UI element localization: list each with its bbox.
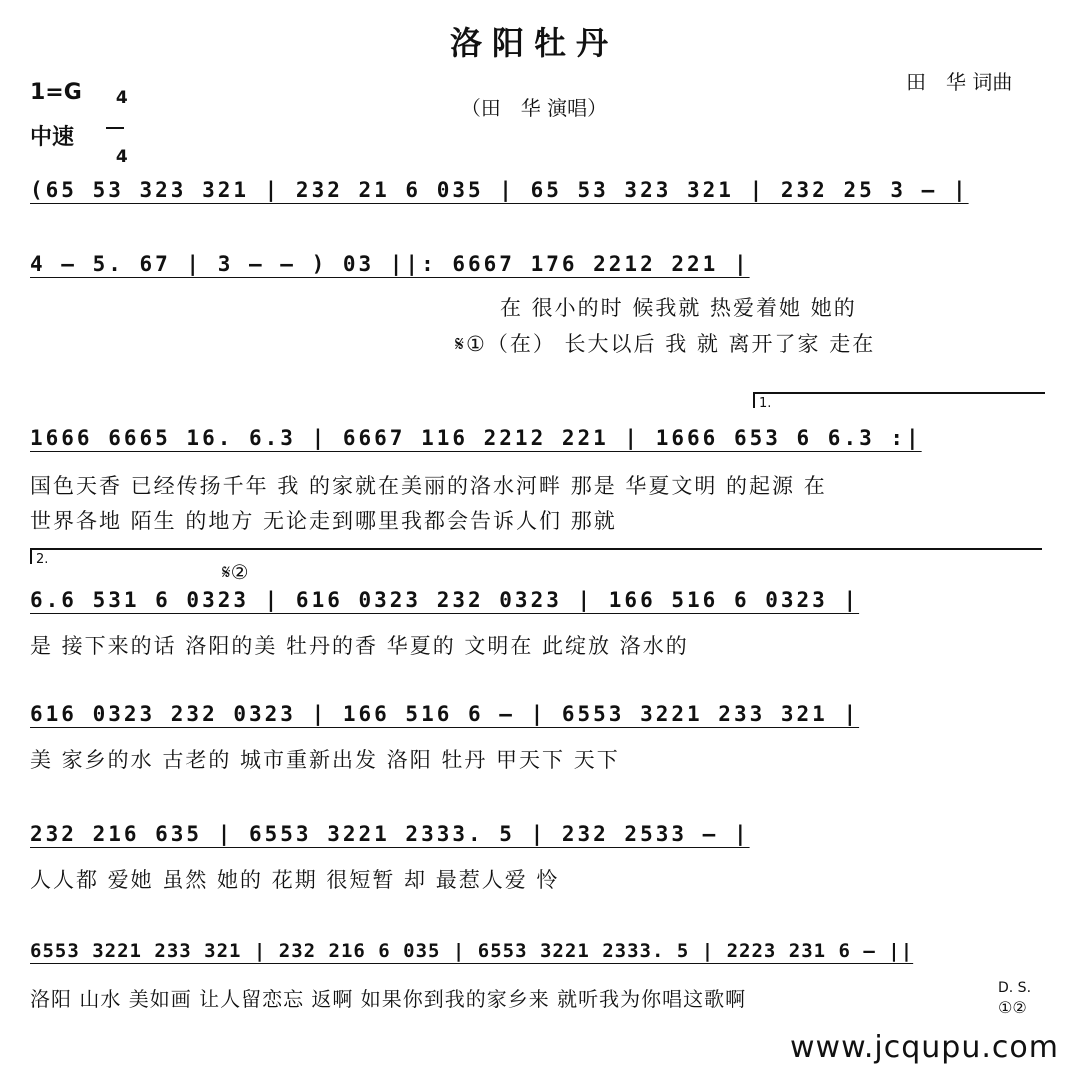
lyric-line-4: 是 接下来的话 洛阳的美 牡丹的香 华夏的 文明在 此绽放 洛水的 — [30, 634, 689, 658]
time-signature-bar — [106, 127, 124, 129]
lyric-line-2-verse-1: 在 很小的时 候我就 热爱着她 她的 — [500, 296, 857, 320]
notation-line-2: 4 – 5. 67 | 3 – – ) 03 ||: 6667 176 2212 221 | — [30, 252, 750, 276]
key-signature: 1=G — [30, 80, 82, 105]
notation-line-1: (65 53 323 321 | 232 21 6 035 | 65 53 323 321 | 232 25 3 – | — [30, 178, 969, 202]
lyric-line-3-verse-2: 世界各地 陌生 的地方 无论走到哪里我都会告诉人们 那就 — [30, 509, 617, 533]
notation-line-7: 6553 3221 233 321 | 232 216 6 035 | 6553 3221 2333. 5 | 2223 231 6 – || — [30, 940, 914, 962]
time-denominator: 4 — [115, 147, 128, 167]
lyric-line-2-verse-2: 𝄋①（在） 长大以后 我 就 离开了家 走在 — [455, 332, 876, 356]
lyric-line-6: 人人都 爱她 虽然 她的 花期 很短暂 却 最惹人爱 怜 — [30, 868, 560, 892]
time-numerator: 4 — [115, 88, 128, 108]
notation-line-3: 1666 6665 16. 6.3 | 6667 116 2212 221 | 1666 653 6 6.3 :| — [30, 426, 922, 450]
tempo-marking: 中速 — [30, 125, 75, 150]
lyric-line-5: 美 家乡的水 古老的 城市重新出发 洛阳 牡丹 甲天下 天下 — [30, 748, 620, 772]
notation-line-4: 6.6 531 6 0323 | 616 0323 232 0323 | 166 516 6 0323 | — [30, 588, 860, 612]
lyric-line-7: 洛阳 山水 美如画 让人留恋忘 返啊 如果你到我的家乡来 就听我为你唱这歌啊 — [30, 987, 747, 1011]
first-ending-bracket — [753, 392, 1045, 411]
notation-line-6: 232 216 635 | 6553 3221 2333. 5 | 232 2533 – | — [30, 822, 750, 846]
dal-segno-mark: D. S. — [998, 980, 1032, 996]
time-signature — [104, 70, 126, 167]
notation-line-5: 616 0323 232 0323 | 166 516 6 – | 6553 3221 233 321 | — [30, 702, 860, 726]
dal-segno-endings: ①② — [998, 998, 1027, 1017]
singer-credit: （田 华 演唱） — [460, 96, 608, 120]
segno-mark-2: 𝄋② — [222, 560, 249, 584]
second-ending-bracket — [30, 548, 1042, 567]
watermark: www.jcqupu.com — [790, 1030, 1059, 1065]
lyric-line-3-verse-1: 国色天香 已经传扬千年 我 的家就在美丽的洛水河畔 那是 华夏文明 的起源 在 — [30, 474, 827, 498]
composer-credit: 田 华 词曲 — [906, 70, 1013, 94]
second-ending-label: 2. — [36, 552, 49, 567]
song-title: 洛阳牡丹 — [449, 24, 618, 62]
first-ending-label: 1. — [759, 396, 772, 411]
